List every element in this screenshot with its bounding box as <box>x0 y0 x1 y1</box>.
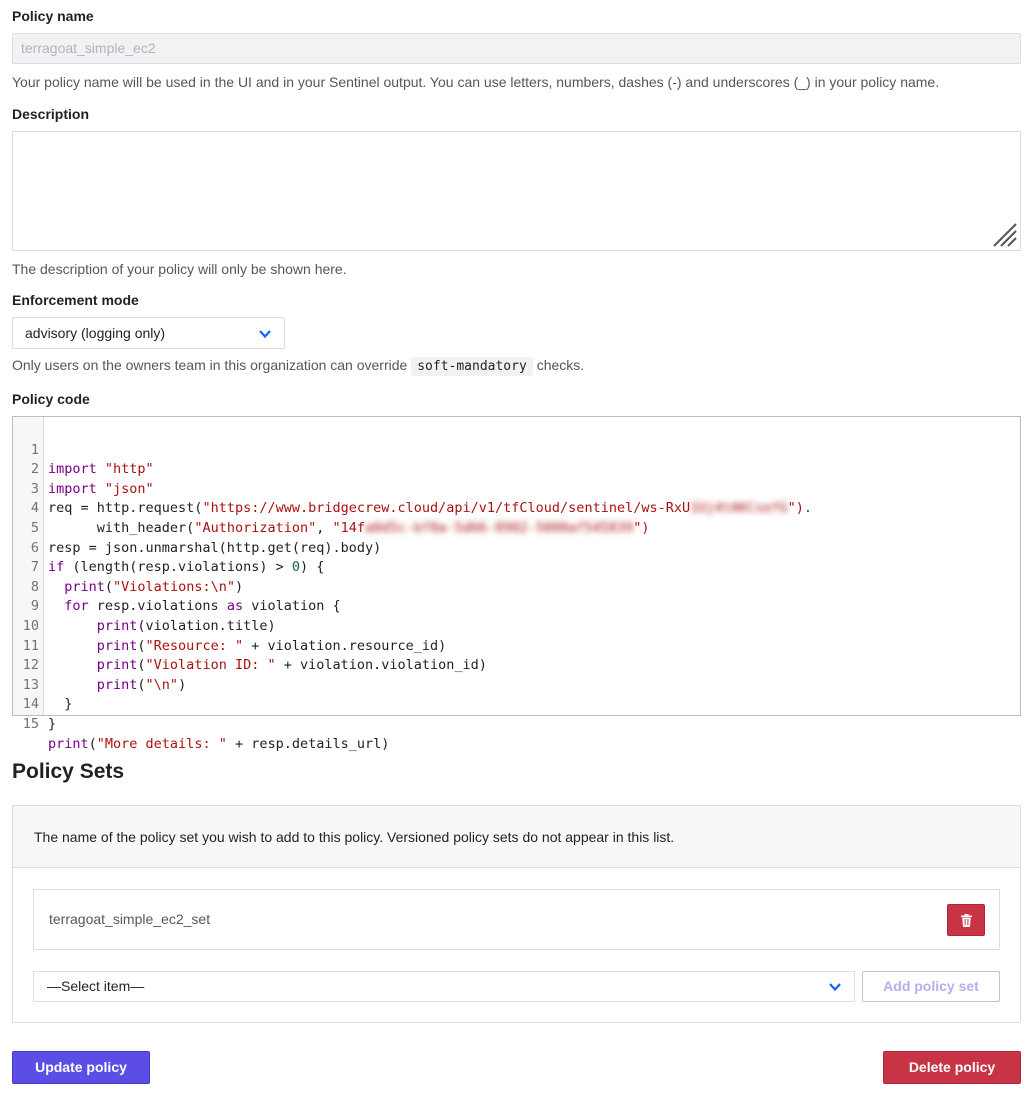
chevron-down-icon <box>828 980 842 994</box>
code-line: 11 print("Violation ID: " + violation.violation_id) <box>13 617 1020 637</box>
policy-set-name: terragoat_simple_ec2_set <box>49 911 211 927</box>
code-line: 14 } <box>13 676 1020 696</box>
add-policy-set-button[interactable]: Add policy set <box>862 971 1000 1002</box>
line-number: 9 <box>30 598 39 615</box>
policy-name-input[interactable]: terragoat_simple_ec2 <box>12 33 1021 64</box>
line-number: 13 <box>22 676 39 693</box>
enforcement-mode-select[interactable] <box>12 317 285 349</box>
code-line: 9 print(violation.title) <box>13 578 1020 598</box>
policy-set-select-value: —Select item— <box>47 978 145 994</box>
line-number: 14 <box>22 696 39 713</box>
redacted-text: 1Uj4tAKCsefG <box>690 500 788 517</box>
description-help: The description of your policy will only be shown here. <box>12 261 347 277</box>
enforcement-help-prefix: Only users on the owners team in this organization can override <box>12 357 408 373</box>
code-line: 5 resp = json.unmarshal(http.get(req).body) <box>13 499 1020 519</box>
line-number: 2 <box>30 461 39 478</box>
policy-name-help: Your policy name will be used in the UI and in your Sentinel output. You can use letters, numbers, dashes (-) and underscores (_) in your policy name. <box>12 74 940 90</box>
policy-name-label: Policy name <box>12 8 94 24</box>
code-line: 1 import "http" <box>13 421 1020 441</box>
soft-mandatory-code: soft-mandatory <box>411 357 533 376</box>
line-number: 10 <box>22 617 39 634</box>
description-textarea[interactable] <box>12 131 1021 251</box>
policy-code-editor[interactable] <box>12 416 1021 752</box>
line-number: 4 <box>30 500 39 517</box>
resize-handle-icon[interactable] <box>990 220 1018 248</box>
enforcement-mode-label: Enforcement mode <box>12 292 139 308</box>
policy-sets-panel <box>12 805 1021 1023</box>
redacted-text: a0d5c-bf8a-5d66-8982-5000af545839 <box>365 519 634 536</box>
code-line: 4 with_header("Authorization", "14fa0d5c-bf8a-5d66-8982-5000af545839") <box>13 480 1020 500</box>
policy-sets-help: The name of the policy set you wish to add to this policy. Versioned policy sets do not appear in this list. <box>13 806 1020 868</box>
code-line: 12 print("\n") <box>13 637 1020 657</box>
line-number: 5 <box>30 519 39 536</box>
line-number: 8 <box>30 578 39 595</box>
code-line: 8 for resp.violations as violation { <box>13 558 1020 578</box>
code-line: 7 print("Violations:\n") <box>13 539 1020 559</box>
policy-set-item <box>33 889 1000 950</box>
line-number: 6 <box>30 539 39 556</box>
update-policy-button[interactable]: Update policy <box>12 1051 150 1084</box>
line-number: 11 <box>22 637 39 654</box>
policy-sets-title: Policy Sets <box>12 760 125 783</box>
policy-code-label: Policy code <box>12 391 90 407</box>
line-number: 7 <box>30 559 39 576</box>
code-line: 13 } <box>13 656 1020 676</box>
enforcement-help-suffix: checks. <box>536 357 585 373</box>
policy-set-select[interactable] <box>33 971 855 1002</box>
chevron-down-icon <box>258 327 272 341</box>
remove-policy-set-button[interactable] <box>947 904 985 936</box>
code-line: 3 req = http.request("https://www.bridgecrew.cloud/api/v1/tfCloud/sentinel/ws-RxU1Uj4tAKCsefG"). <box>13 460 1020 480</box>
code-line: 6 if (length(resp.violations) > 0) { <box>13 519 1020 539</box>
description-label: Description <box>12 106 90 122</box>
line-number: 3 <box>30 480 39 497</box>
line-number: 12 <box>22 657 39 674</box>
trash-icon <box>961 914 972 927</box>
code-line: 10 print("Resource: " + violation.resource_id) <box>13 597 1020 617</box>
line-number: 15 <box>22 715 39 732</box>
code-line: 2 import "json" <box>13 441 1020 461</box>
code-line: 15 print("More details: " + resp.details_url) <box>13 695 1020 715</box>
line-number: 1 <box>30 441 39 458</box>
enforcement-help <box>12 357 584 374</box>
delete-policy-button[interactable]: Delete policy <box>883 1051 1021 1084</box>
enforcement-mode-value: advisory (logging only) <box>25 325 166 341</box>
